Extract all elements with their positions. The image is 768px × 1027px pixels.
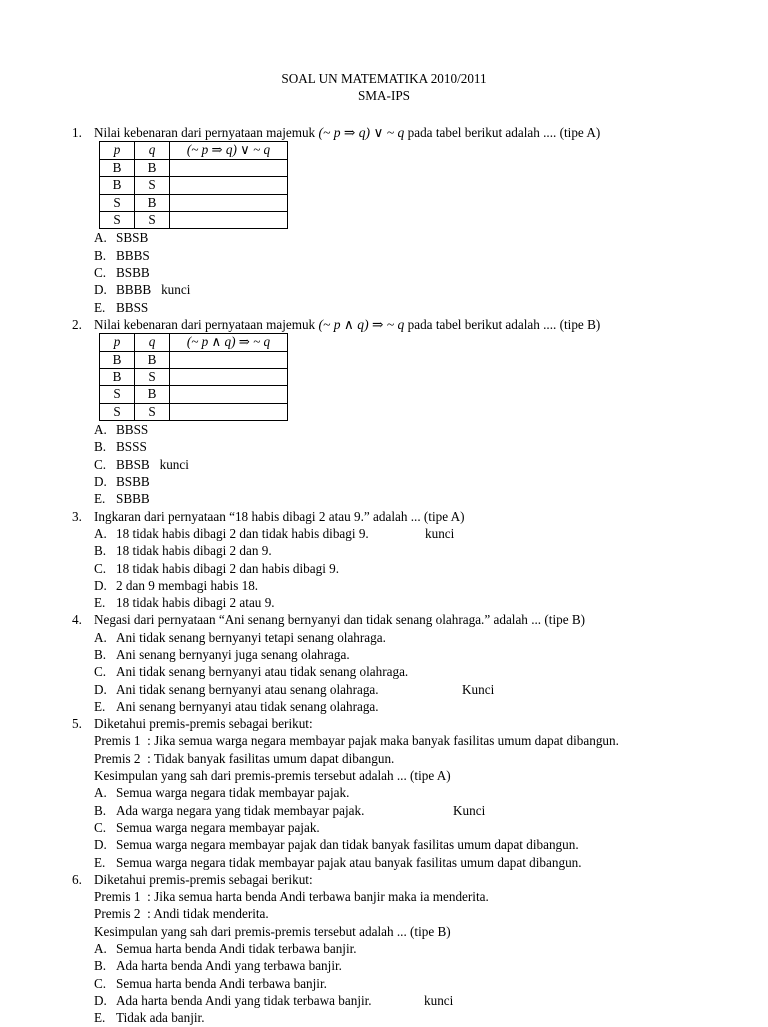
cell-answer: [170, 194, 288, 211]
premise-2: Premis 2 : Tidak banyak fasilitas umum dapat dibangun.: [94, 750, 395, 766]
question-text-tail: pada tabel berikut adalah .... (tipe B): [407, 316, 601, 332]
option-text: Semua warga negara tidak membayar pajak.: [116, 785, 350, 801]
question-5: [72, 715, 732, 871]
option-letter: E.: [94, 854, 106, 870]
option-d: [94, 992, 732, 1009]
truth-table-header: [100, 142, 288, 159]
question-number: 2.: [72, 316, 82, 332]
option-text: BSBB: [116, 474, 150, 490]
answer-key: kunci: [425, 525, 455, 541]
option-text: Ani tidak senang bernyanyi atau senang olahraga.: [116, 681, 379, 697]
truth-table: [99, 333, 288, 421]
cell-q: B: [135, 386, 170, 403]
option-letter: C.: [94, 456, 107, 472]
option-text: Semua harta benda Andi tidak terbawa banjir.: [116, 941, 357, 957]
option-text: Ada warga negara yang tidak membayar pajak.: [116, 802, 365, 818]
truth-table-row: [100, 386, 288, 403]
cell-q: S: [135, 368, 170, 385]
question-1: [72, 124, 732, 316]
cell-p: B: [100, 159, 135, 176]
option-text: BBSS: [116, 299, 149, 315]
option-text: Semua warga negara membayar pajak dan tidak banyak fasilitas umum dapat dibangun.: [116, 837, 579, 853]
question-text: Kesimpulan yang sah dari premis-premis tersebut adalah ... (tipe A): [94, 768, 451, 784]
option-text: Ani tidak senang bernyanyi atau tidak senang olahraga.: [116, 664, 409, 680]
formula: (~ p ⇒ q) ∨ ~ q: [318, 125, 405, 140]
option-letter: D.: [94, 282, 107, 298]
cell-q: B: [135, 351, 170, 368]
option-e: [94, 490, 732, 507]
option-letter: A.: [94, 941, 107, 957]
option-d: [94, 836, 732, 853]
option-a: [94, 229, 732, 246]
question-text: Nilai kebenaran dari pernyataan majemuk: [94, 125, 316, 140]
question-list: [72, 124, 732, 1027]
cell-q: B: [135, 159, 170, 176]
truth-table-row: [100, 211, 288, 228]
formula: (~ p ∧ q) ⇒ ~ q: [318, 316, 405, 332]
cell-p: S: [100, 386, 135, 403]
option-letter: C.: [94, 975, 107, 991]
option-b: [94, 438, 732, 455]
truth-table-row: [100, 194, 288, 211]
option-letter: B.: [94, 802, 107, 818]
option-b: [94, 957, 732, 974]
question-6: [72, 871, 732, 1027]
option-b: [94, 247, 732, 264]
question-number: 3.: [72, 508, 82, 524]
option-letter: D.: [94, 837, 107, 853]
cell-answer: [170, 211, 288, 228]
option-a: [94, 629, 732, 646]
cell-answer: [170, 351, 288, 368]
option-d: [94, 473, 732, 490]
option-d: [94, 281, 732, 298]
question-number: 4.: [72, 612, 82, 628]
truth-table: [99, 141, 288, 229]
truth-table-row: [100, 177, 288, 194]
option-text: Semua harta benda Andi terbawa banjir.: [116, 975, 327, 991]
answer-key: kunci: [424, 992, 454, 1008]
option-c: [94, 560, 732, 577]
cell-q: B: [135, 194, 170, 211]
option-letter: E.: [94, 1010, 106, 1026]
option-text: BBSB kunci: [116, 456, 189, 472]
question-number: 6.: [72, 871, 82, 887]
option-text: SBBB: [116, 491, 150, 507]
option-a: [94, 940, 732, 957]
cell-answer: [170, 368, 288, 385]
option-text: BSSS: [116, 439, 147, 455]
option-c: [94, 456, 732, 473]
exam-subtitle: SMA-IPS: [357, 88, 411, 103]
option-letter: A.: [94, 629, 107, 645]
truth-table-row: [100, 368, 288, 385]
header-p: p: [100, 142, 135, 159]
option-c: [94, 819, 732, 836]
option-e: [94, 698, 732, 715]
option-letter: C.: [94, 664, 107, 680]
header-q: q: [135, 334, 170, 351]
option-letter: D.: [94, 681, 107, 697]
option-b: [94, 542, 732, 559]
option-text: Ada harta benda Andi yang tidak terbawa banjir.: [116, 992, 372, 1008]
option-letter: D.: [94, 992, 107, 1008]
question-text: Nilai kebenaran dari pernyataan majemuk: [94, 316, 316, 332]
cell-answer: [170, 159, 288, 176]
option-d: [94, 577, 732, 594]
option-letter: B.: [94, 958, 107, 974]
option-text: Semua warga negara tidak membayar pajak atau banyak fasilitas umum dapat dibangun.: [116, 854, 582, 870]
option-letter: C.: [94, 819, 107, 835]
cell-q: S: [135, 211, 170, 228]
question-4: [72, 611, 732, 715]
question-3: [72, 508, 732, 612]
option-text: Ada harta benda Andi yang terbawa banjir.: [116, 958, 342, 974]
truth-table-row: [100, 351, 288, 368]
option-letter: D.: [94, 577, 107, 593]
truth-table-header: [100, 334, 288, 351]
option-letter: A.: [94, 525, 107, 541]
option-letter: A.: [94, 422, 107, 438]
question-intro: Diketahui premis-premis sebagai berikut:: [94, 716, 313, 732]
option-text: 18 tidak habis dibagi 2 dan tidak habis dibagi 9.: [116, 525, 369, 541]
option-text: Ani senang bernyanyi juga senang olahraga.: [116, 647, 350, 662]
cell-q: S: [135, 403, 170, 420]
option-text: SBSB: [116, 230, 149, 246]
option-letter: B.: [94, 543, 107, 559]
cell-answer: [170, 403, 288, 420]
question-text: Ingkaran dari pernyataan “18 habis dibagi 2 atau 9.” adalah ... (tipe A): [94, 508, 465, 524]
cell-p: B: [100, 368, 135, 385]
premise-2: Premis 2 : Andi tidak menderita.: [94, 906, 269, 922]
truth-table-row: [100, 403, 288, 420]
question-stem: [94, 124, 732, 141]
option-text: 18 tidak habis dibagi 2 dan 9.: [116, 543, 272, 559]
question-number: 1.: [72, 125, 82, 140]
question-text-tail: pada tabel berikut adalah .... (tipe A): [407, 125, 601, 140]
option-text: BBBB kunci: [116, 282, 191, 298]
option-letter: A.: [94, 785, 107, 801]
option-d: [94, 681, 732, 698]
option-b: [94, 646, 732, 663]
question-2: [72, 316, 732, 508]
question-text: Negasi dari pernyataan “Ani senang bernyanyi dan tidak senang olahraga.” adalah ... (tipe B): [94, 612, 586, 628]
truth-table-row: [100, 159, 288, 176]
option-e: [94, 299, 732, 316]
option-e: [94, 854, 732, 871]
option-e: [94, 594, 732, 611]
question-number: 5.: [72, 716, 82, 732]
header-expression: (~ p ⇒ q) ∨ ~ q: [170, 142, 288, 159]
option-text: 18 tidak habis dibagi 2 atau 9.: [116, 595, 275, 611]
cell-answer: [170, 177, 288, 194]
option-a: [94, 525, 732, 542]
cell-p: S: [100, 403, 135, 420]
option-letter: E.: [94, 595, 106, 611]
option-text: BSBB: [116, 264, 150, 280]
option-letter: E.: [94, 299, 106, 315]
question-intro: Diketahui premis-premis sebagai berikut:: [94, 871, 313, 887]
option-text: BBBS: [116, 247, 150, 263]
option-c: [94, 663, 732, 680]
option-text: Ani tidak senang bernyanyi tetapi senang olahraga.: [116, 629, 386, 645]
option-text: Tidak ada banjir.: [116, 1010, 205, 1026]
header-q: q: [135, 142, 170, 159]
question-stem: [94, 316, 732, 333]
option-b: [94, 802, 732, 819]
cell-p: S: [100, 211, 135, 228]
option-a: [94, 421, 732, 438]
option-text: 18 tidak habis dibagi 2 dan habis dibagi 9.: [116, 560, 340, 576]
option-text: 2 dan 9 membagi habis 18.: [116, 577, 259, 593]
option-c: [94, 975, 732, 992]
option-text: Ani senang bernyanyi atau tidak senang olahraga.: [116, 698, 379, 714]
cell-p: S: [100, 194, 135, 211]
cell-p: B: [100, 351, 135, 368]
question-text: Kesimpulan yang sah dari premis-premis tersebut adalah ... (tipe B): [94, 923, 451, 939]
cell-answer: [170, 386, 288, 403]
option-letter: D.: [94, 474, 107, 490]
option-text: Semua warga negara membayar pajak.: [116, 819, 320, 835]
option-letter: E.: [94, 698, 106, 714]
premise-1: Premis 1 : Jika semua harta benda Andi terbawa banjir maka ia menderita.: [94, 889, 489, 905]
option-text: BBSS: [116, 422, 149, 438]
option-letter: A.: [94, 230, 107, 246]
option-letter: B.: [94, 439, 107, 455]
premise-1: Premis 1 : Jika semua warga negara membayar pajak maka banyak fasilitas umum dapat dibangun.: [94, 733, 619, 749]
cell-p: B: [100, 177, 135, 194]
header-p: p: [100, 334, 135, 351]
answer-key: Kunci: [462, 681, 495, 697]
answer-key: Kunci: [453, 802, 486, 818]
option-c: [94, 264, 732, 281]
cell-q: S: [135, 177, 170, 194]
option-letter: C.: [94, 264, 107, 280]
option-letter: E.: [94, 491, 106, 507]
option-letter: C.: [94, 560, 107, 576]
exam-title: SOAL UN MATEMATIKA 2010/2011: [281, 71, 487, 86]
option-letter: B.: [94, 247, 107, 263]
option-letter: B.: [94, 647, 107, 662]
option-a: [94, 784, 732, 801]
header-expression: (~ p ∧ q) ⇒ ~ q: [170, 334, 288, 351]
